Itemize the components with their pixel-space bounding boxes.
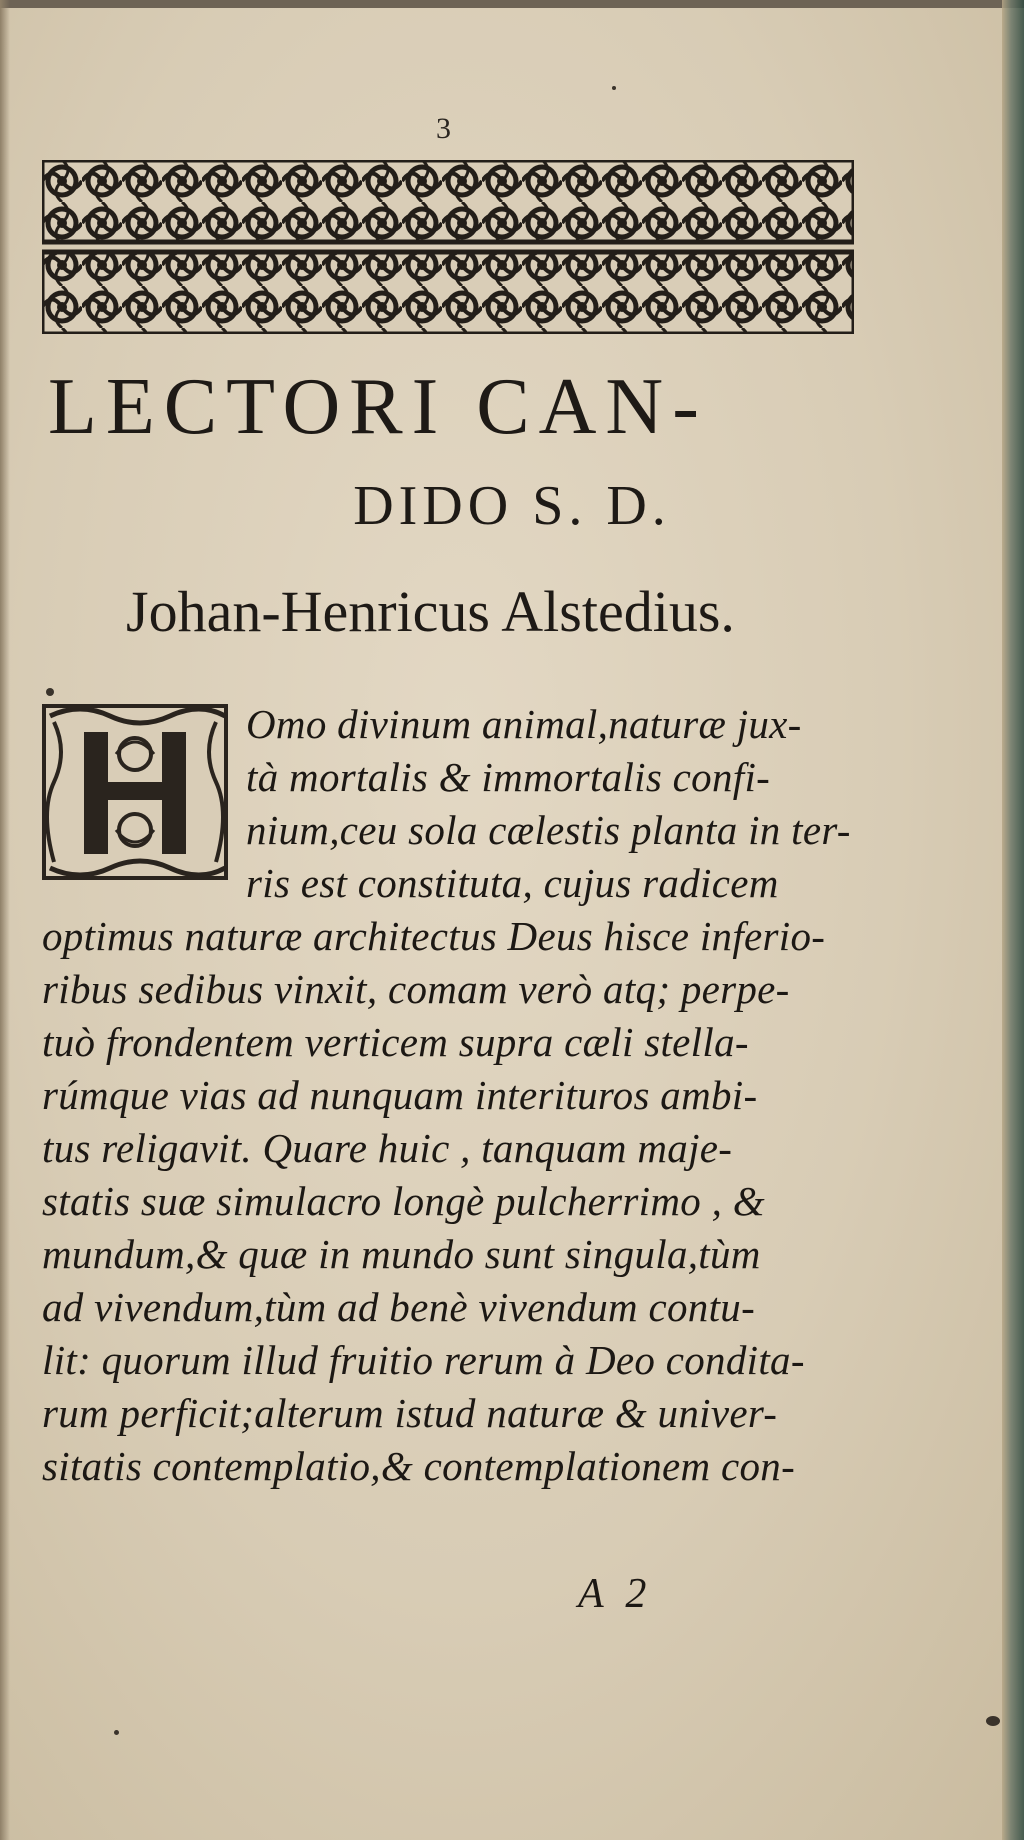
page-top-edge xyxy=(0,0,1024,8)
body-line: mundum,& quæ in mundo sunt singula,tùm xyxy=(42,1231,761,1277)
catchword-signature: A 2 xyxy=(578,1571,647,1617)
body-line: sitatis contemplatio,& contemplationem con- xyxy=(42,1443,796,1489)
body-line: Omo divinum animal,naturæ jux- xyxy=(246,701,802,747)
body-line: ribus sedibus vinxit, comam verò atq; perpe- xyxy=(42,966,790,1012)
author-name: Johan-Henricus Alstedius. xyxy=(126,579,735,644)
paper-speck xyxy=(114,1730,119,1735)
body-line: rum perficit;alterum istud naturæ & univer- xyxy=(42,1390,778,1436)
paper-speck xyxy=(986,1716,1000,1726)
body-line: tà mortalis & immortalis confi- xyxy=(246,754,771,800)
paper-speck xyxy=(46,688,54,696)
body-line: statis suæ simulacro longè pulcherrimo , & xyxy=(42,1178,765,1224)
body-line: ad vivendum,tùm ad benè vivendum contu- xyxy=(42,1284,756,1330)
page-number: 3 xyxy=(436,112,451,145)
book-spine-edge xyxy=(1002,0,1024,1840)
heading-lectori-candido: LECTORI CAN- xyxy=(48,363,708,451)
body-line: optimus naturæ architectus Deus hisce inferio- xyxy=(42,913,826,959)
body-line: nium,ceu sola cælestis planta in ter- xyxy=(246,807,851,853)
page-left-shadow xyxy=(0,0,10,1840)
heading-dido-sd: DIDO S. D. xyxy=(353,475,671,537)
body-line: rúmque vias ad nunquam interituros ambi- xyxy=(42,1072,758,1118)
body-line: lit: quorum illud fruitio rerum à Deo condita- xyxy=(42,1337,805,1383)
paper-speck xyxy=(612,86,616,90)
ornamental-headpiece xyxy=(42,160,854,334)
svg-text:H: H xyxy=(135,716,136,717)
body-line: tus religavit. Quare huic , tanquam maje- xyxy=(42,1125,733,1171)
body-line: tuò frondentem verticem supra cæli stella- xyxy=(42,1019,749,1065)
decorated-initial-h xyxy=(40,702,230,882)
body-line: ris est constituta, cujus radicem xyxy=(246,860,779,906)
